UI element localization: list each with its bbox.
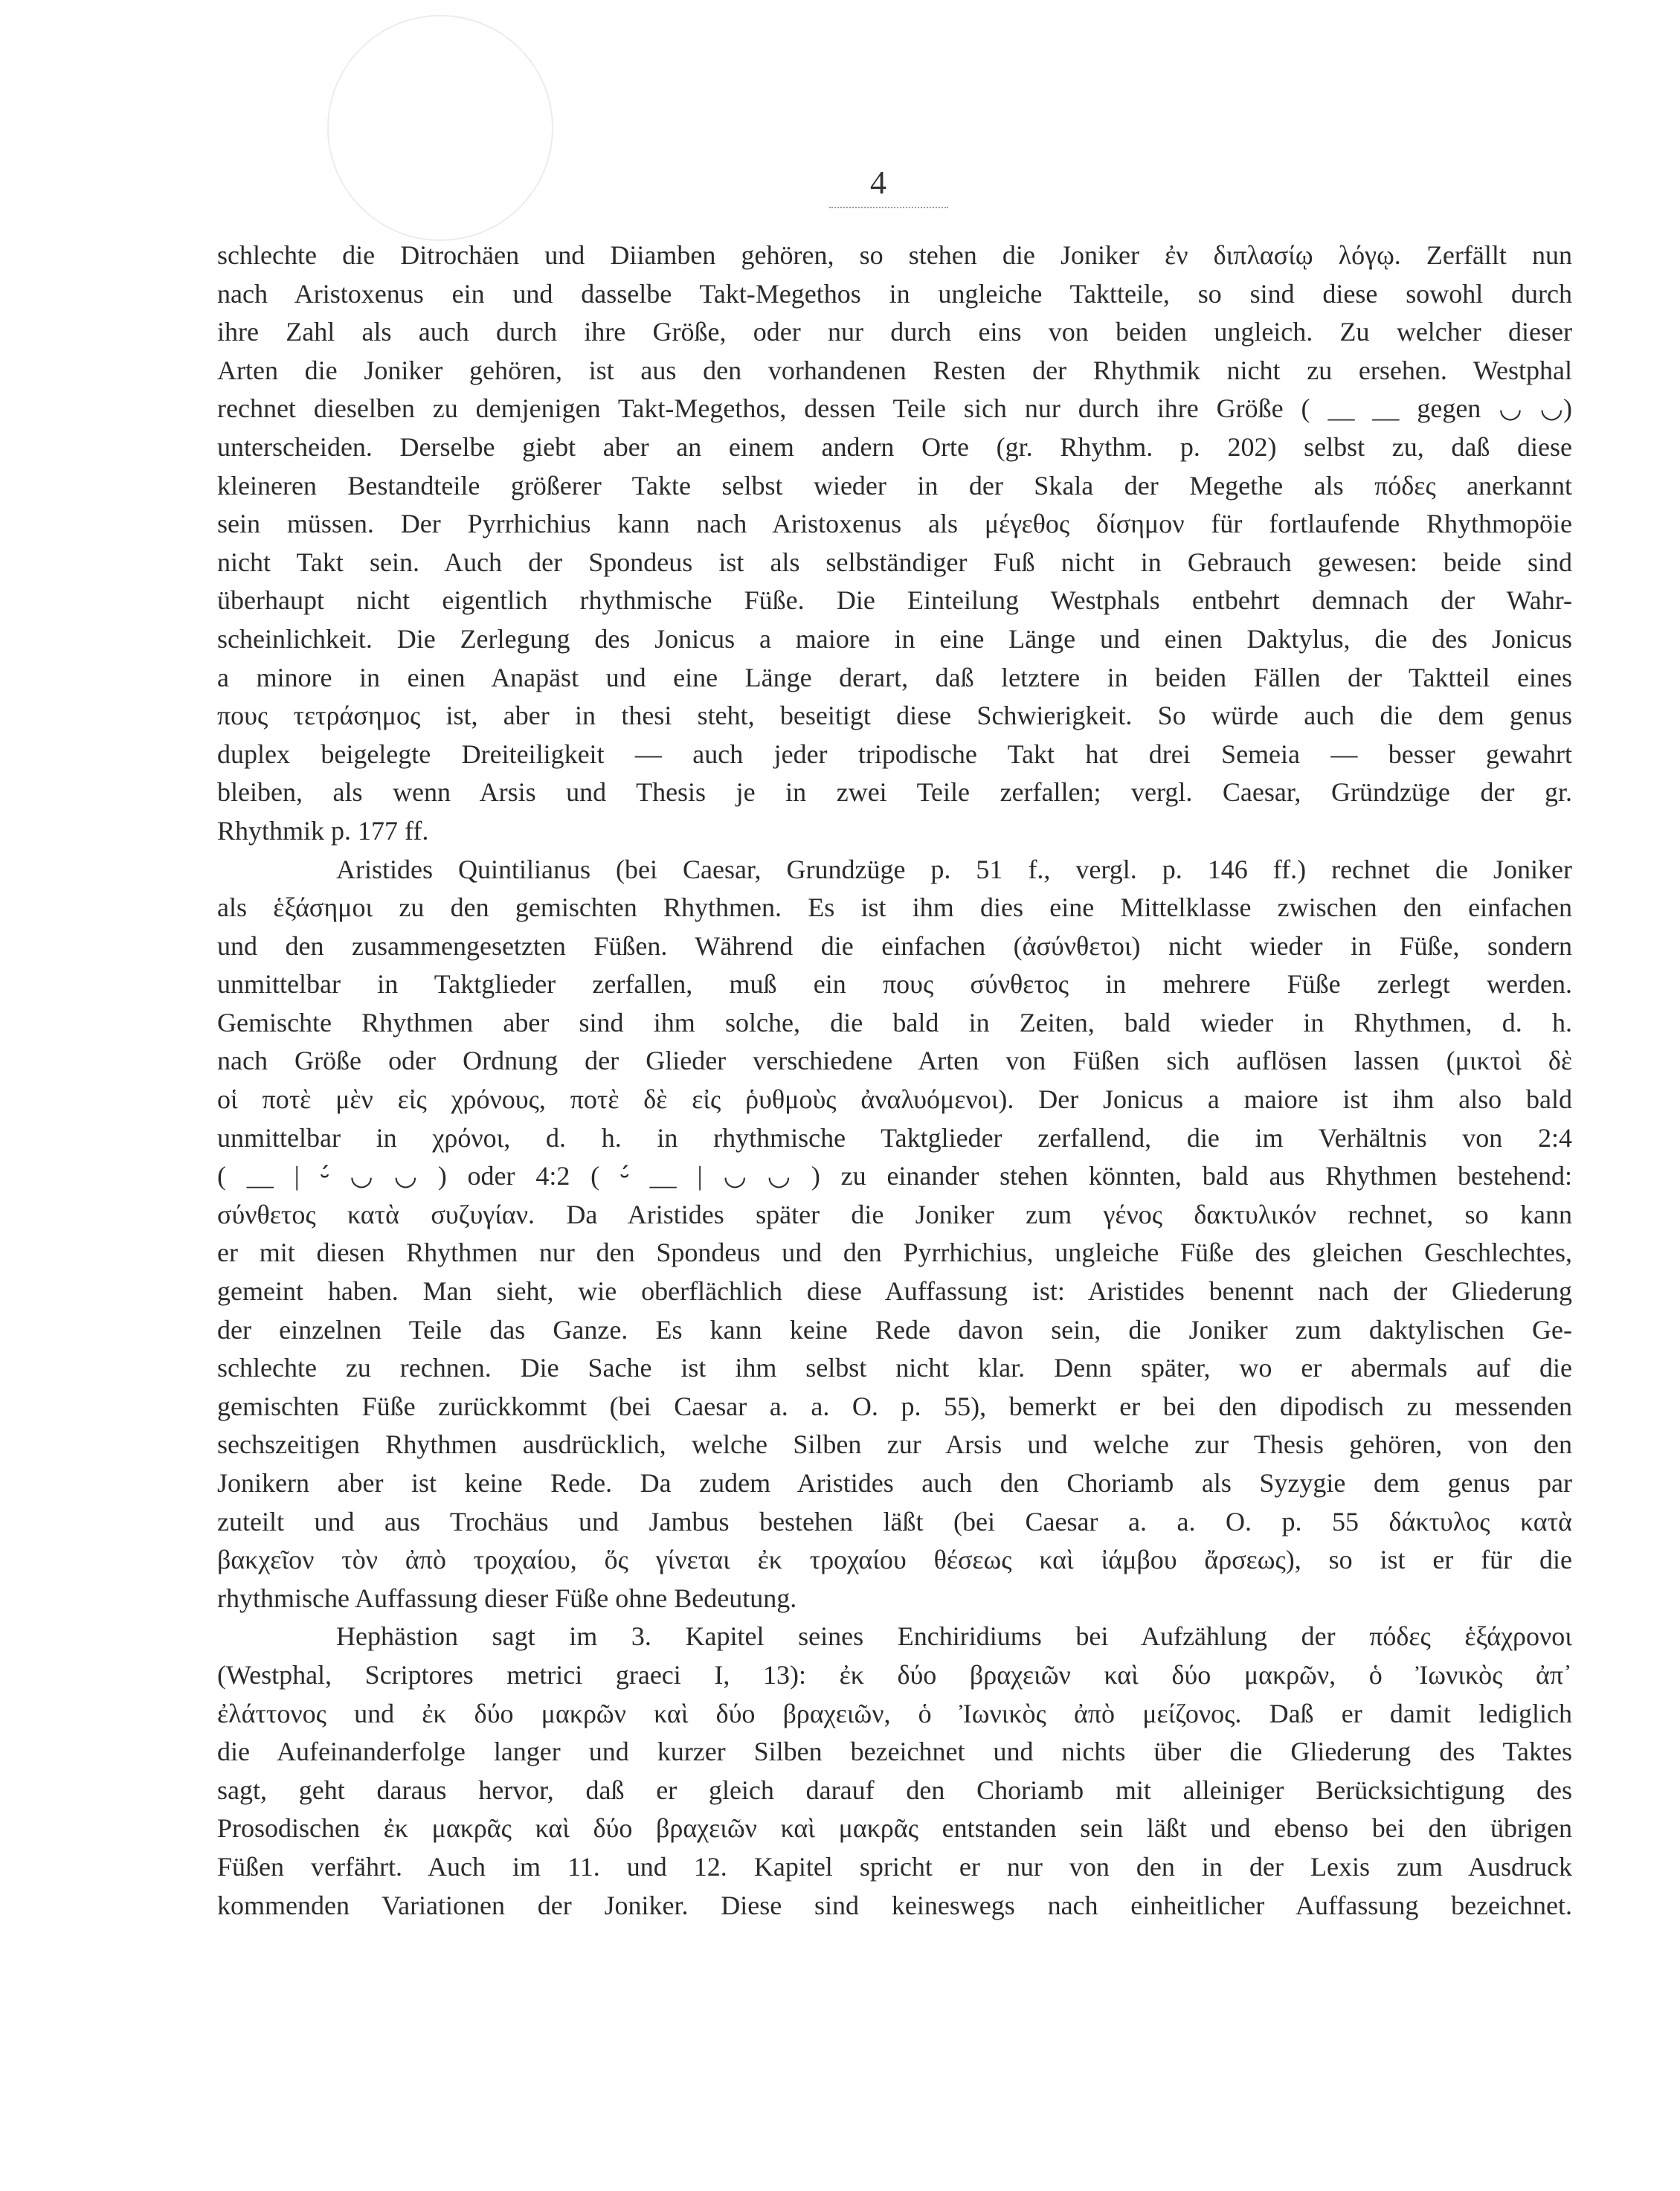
text-line: sechszeitigen Rhythmen ausdrücklich, welche Silben zur Arsis und welche zur Thesis gehören, von den (217, 1429, 1572, 1460)
text-line: schlechte zu rechnen. Die Sache ist ihm selbst nicht klar. Denn später, wo er abermals auf die (217, 1353, 1572, 1383)
text-line: ( __ | ⏑́ ◡ ◡ ) oder 4:2 ( ⏑́ __ | ◡ ◡ ) zu einander stehen könnten, bald aus Rhythmen bestehend: (217, 1161, 1572, 1191)
text-line: σύνθετος κατὰ συζυγίαν. Da Aristides später die Joniker zum γένος δακτυλικόν rechnet, so kann (217, 1199, 1572, 1229)
text-line: und den zusammengesetzten Füßen. Während die einfachen (ἀσύνθετοι) nicht wieder in Füße, sondern (217, 930, 1572, 961)
text-line: gemeint haben. Man sieht, wie oberflächlich diese Auffassung ist: Aristides benennt nach der Gliederung (217, 1276, 1572, 1307)
text-line: Jonikern aber ist keine Rede. Da zudem Aristides auch den Choriamb als Syzygie dem genus par (217, 1468, 1572, 1498)
text-line: rechnet dieselben zu demjenigen Takt-Megethos, dessen Teile sich nur durch ihre Größe ( __ __ gegen ◡ ◡) (217, 393, 1572, 424)
text-line: Aristides Quintilianus (bei Caesar, Grundzüge p. 51 f., vergl. p. 146 ff.) rechnet die Joniker (336, 854, 1572, 884)
text-line: scheinlichkeit. Die Zerlegung des Jonicus a maiore in eine Länge und einen Daktylus, die des Jonicus (217, 623, 1572, 654)
text-line: als ἑξάσημοι zu den gemischten Rhythmen. Es ist ihm dies eine Mittelklasse zwischen den einfachen (217, 892, 1572, 923)
text-line: sagt, geht daraus hervor, daß er gleich darauf den Choriamb mit alleiniger Berücksichtigung des (217, 1775, 1572, 1805)
text-line: βακχεῖον τὸν ἀπὸ τροχαίου, ὅς γίνεται ἐκ τροχαίου θέσεως καὶ ἰάμβου ἄρσεως), so ist er für die (217, 1545, 1572, 1575)
text-line: nicht Takt sein. Auch der Spondeus ist als selbständiger Fuß nicht in Gebrauch gewesen: beide sind (217, 547, 1572, 577)
text-line: unterscheiden. Derselbe giebt aber an einem andern Orte (gr. Rhythm. p. 202) selbst zu, daß diese (217, 431, 1572, 462)
text-line: Hephästion sagt im 3. Kapitel seines Enchiridiums bei Aufzählung der πόδες ἑξάχρονοι (336, 1621, 1572, 1652)
page-number: 4 (870, 164, 886, 201)
text-line: (Westphal, Scriptores metrici graeci I, 13): ἐκ δύο βραχειῶν καὶ δύο μακρῶν, ὁ Ἰωνικὸς ἀπ᾽ (217, 1659, 1572, 1690)
text-line: rhythmische Auffassung dieser Füße ohne Bedeutung. (217, 1583, 797, 1613)
text-line: unmittelbar in Taktglieder zerfallen, muß ein πους σύνθετος in mehrere Füße zerlegt werden. (217, 969, 1572, 1000)
text-line: nach Aristoxenus ein und dasselbe Takt-Megethos in ungleiche Taktteile, so sind diese sowohl durch (217, 278, 1572, 309)
text-line: der einzelnen Teile das Ganze. Es kann keine Rede davon sein, die Joniker zum daktylischen Ge- (217, 1314, 1572, 1345)
text-line: duplex beigelegte Dreiteiligkeit — auch jeder tripodische Takt hat drei Semeia — besser gewahrt (217, 739, 1572, 769)
text-line: Arten die Joniker gehören, ist aus den vorhandenen Resten der Rhythmik nicht zu ersehen. Westphal (217, 355, 1572, 385)
text-line: gemischten Füße zurückkommt (bei Caesar a. a. O. p. 55), bemerkt er bei den dipodisch zu messenden (217, 1391, 1572, 1421)
text-line: schlechte die Ditrochäen und Diiamben gehören, so stehen die Joniker ἐν διπλασίῳ λόγῳ. Zerfällt nun (217, 240, 1572, 270)
text-line: bleiben, als wenn Arsis und Thesis je in zwei Teile zerfallen; vergl. Caesar, Gründzüge der gr. (217, 777, 1572, 808)
text-line: οἱ ποτὲ μὲν εἰς χρόνους, ποτὲ δὲ εἰς ῥυθμοὺς ἀναλυόμενοι). Der Jonicus a maiore ist ihm also bald (217, 1084, 1572, 1115)
text-line: unmittelbar in χρόνοι, d. h. in rhythmische Taktglieder zerfallend, die im Verhältnis von 2:4 (217, 1122, 1572, 1153)
text-line: Prosodischen ἐκ μακρᾶς καὶ δύο βραχειῶν καὶ μακρᾶς entstanden sein läßt und ebenso bei den übrigen (217, 1813, 1572, 1844)
text-line: die Aufeinanderfolge langer und kurzer Silben bezeichnet und nichts über die Gliederung des Taktes (217, 1737, 1572, 1767)
text-line: sein müssen. Der Pyrrhichius kann nach Aristoxenus als μέγεθος δίσημον für fortlaufende Rhythmopöie (217, 509, 1572, 539)
text-line: ihre Zahl als auch durch ihre Größe, oder nur durch eins von beiden ungleich. Zu welcher dieser (217, 317, 1572, 347)
text-line: Füßen verfährt. Auch im 11. und 12. Kapitel spricht er nur von den in der Lexis zum Ausdruck (217, 1851, 1572, 1882)
text-line: nach Größe oder Ordnung der Glieder verschiedene Arten von Füßen sich auflösen lassen (μικτοὶ δὲ (217, 1046, 1572, 1076)
text-line: πους τετράσημος ist, aber in thesi steht, beseitigt diese Schwierigkeit. So würde auch die dem genus (217, 701, 1572, 731)
page-number-ornament (829, 202, 948, 208)
text-line: a minore in einen Anapäst und eine Länge derart, daß letztere in beiden Fällen der Taktteil eines (217, 662, 1572, 692)
text-line: ἐλάττονος und ἐκ δύο μακρῶν καὶ δύο βραχειῶν, ὁ Ἰωνικὸς ἀπὸ μείζονος. Daß er damit lediglich (217, 1698, 1572, 1728)
text-line: Rhythmik p. 177 ff. (217, 815, 429, 846)
text-line: Gemischte Rhythmen aber sind ihm solche, die bald in Zeiten, bald wieder in Rhythmen, d. h. (217, 1007, 1572, 1037)
text-line: überhaupt nicht eigentlich rhythmische Füße. Die Einteilung Westphals entbehrt demnach der Wahr- (217, 585, 1572, 616)
text-line: kleineren Bestandteile größerer Takte selbst wieder in der Skala der Megethe als πόδες anerkannt (217, 470, 1572, 501)
text-line: er mit diesen Rhythmen nur den Spondeus und den Pyrrhichius, ungleiche Füße des gleichen Geschlechtes, (217, 1238, 1572, 1268)
body-text (217, 237, 1572, 1925)
library-stamp (327, 15, 553, 241)
text-line: zuteilt und aus Trochäus und Jambus bestehen läßt (bei Caesar a. a. O. p. 55 δάκτυλος κατὰ (217, 1506, 1572, 1537)
text-line: kommenden Variationen der Joniker. Diese sind keineswegs nach einheitlicher Auffassung bezeichnet. (217, 1890, 1572, 1920)
